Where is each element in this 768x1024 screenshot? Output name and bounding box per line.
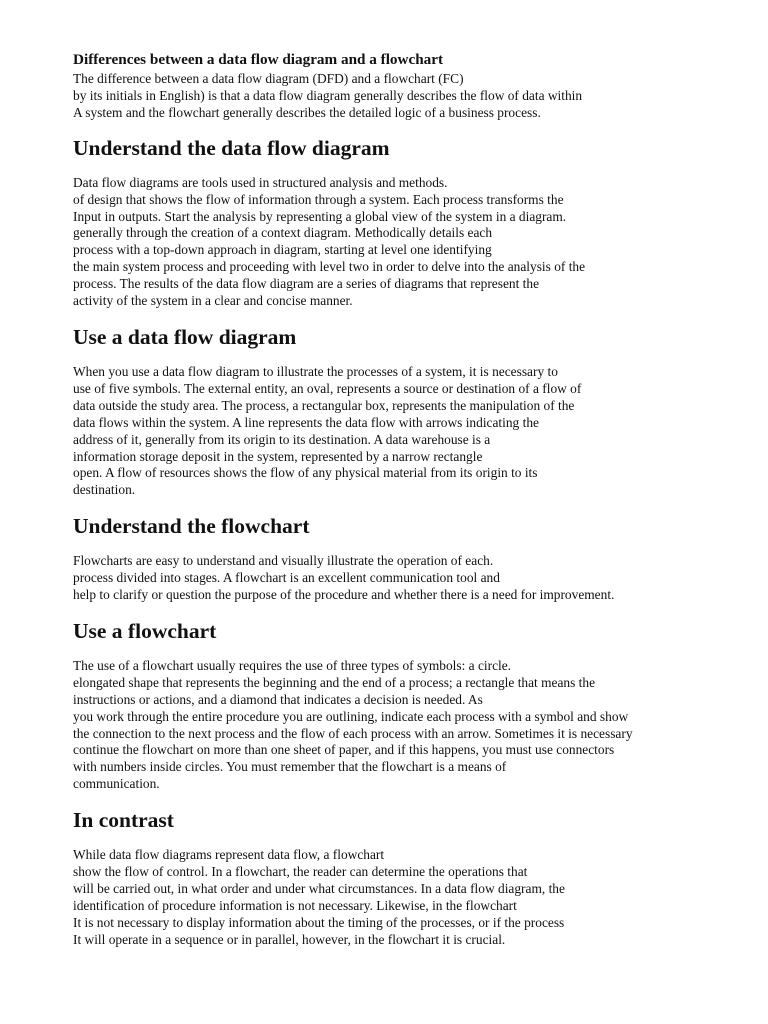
section-paragraph	[73, 847, 748, 948]
paragraph-line: will be carried out, in what order and under what circumstances. In a data flow diagram, the	[73, 881, 565, 896]
paragraph-line: Input in outputs. Start the analysis by representing a global view of the system in a diagram.	[73, 208, 567, 224]
intro-paragraph	[73, 71, 748, 122]
section-heading: Understand the flowchart	[73, 514, 310, 539]
paragraph-line: use of five symbols. The external entity, an oval, represents a source or destination of a flow of	[73, 380, 582, 396]
section-use-dfd	[73, 324, 748, 499]
paragraph-line: the main system process and proceeding with level two in order to delve into the analysis of the	[73, 259, 586, 275]
paragraph-line: identification of procedure information is not necessary. Likewise, in the flowchart	[73, 897, 517, 913]
paragraph-line: Flowcharts are easy to understand and visually illustrate the operation of each.	[73, 553, 494, 569]
paragraph-line: While data flow diagrams represent data flow, a flowchart	[73, 847, 385, 863]
paragraph-line: data outside the study area. The process, a rectangular box, represents the manipulation of the	[73, 397, 575, 413]
section-paragraph	[73, 364, 748, 499]
document-title: Differences between a data flow diagram and a flowchart	[73, 51, 444, 68]
paragraph-line: generally through the creation of a context diagram. Methodically details each	[73, 225, 493, 241]
section-heading: Understand the data flow diagram	[73, 135, 390, 160]
intro-block	[73, 50, 748, 122]
paragraph-line: with numbers inside circles. You must remember that the flowchart is a means of	[73, 759, 507, 775]
section-heading: Use a data flow diagram	[73, 324, 297, 349]
section-heading: Use a flowchart	[73, 618, 217, 643]
paragraph-line: open. A flow of resources shows the flow of any physical material from its origin to its	[73, 465, 538, 481]
section-understand-dfd	[73, 135, 748, 310]
section-use-flowchart	[73, 618, 748, 793]
paragraph-line: instructions or actions, and a diamond that indicates a decision is needed. As	[73, 691, 483, 707]
paragraph-line: of design that shows the flow of information through a system. Each process transforms the	[73, 191, 564, 207]
section-paragraph	[73, 175, 748, 310]
paragraph-line: show the flow of control. In a flowchart, the reader can determine the operations that	[73, 864, 528, 880]
section-paragraph	[73, 553, 748, 604]
intro-line: A system and the flowchart generally describes the detailed logic of a business process.	[73, 104, 541, 120]
paragraph-line: Data flow diagrams are tools used in structured analysis and methods.	[73, 174, 448, 190]
paragraph-line: continue the flowchart on more than one sheet of paper, and if this happens, you must use connectors	[73, 742, 615, 758]
section-in-contrast	[73, 807, 748, 948]
paragraph-line: The use of a flowchart usually requires the use of three types of symbols: a circle.	[73, 657, 512, 673]
intro-line: The difference between a data flow diagram (DFD) and a flowchart (FC)	[73, 71, 464, 86]
section-understand-flowchart	[73, 513, 748, 604]
paragraph-line: information storage deposit in the system, represented by a narrow rectangle	[73, 448, 483, 464]
paragraph-line: destination.	[73, 482, 136, 498]
paragraph-line: data flows within the system. A line represents the data flow with arrows indicating the	[73, 414, 539, 430]
section-paragraph	[73, 658, 748, 793]
paragraph-line: When you use a data flow diagram to illustrate the processes of a system, it is necessary to	[73, 363, 558, 379]
paragraph-line: process divided into stages. A flowchart is an excellent communication tool and	[73, 570, 500, 586]
paragraph-line: process. The results of the data flow diagram are a series of diagrams that represent the	[73, 276, 540, 292]
paragraph-line: address of it, generally from its origin to its destination. A data warehouse is a	[73, 431, 491, 447]
paragraph-line: process with a top-down approach in diagram, starting at level one identifying	[73, 242, 492, 258]
paragraph-line: help to clarify or question the purpose of the procedure and whether there is a need for improvement.	[73, 587, 615, 603]
paragraph-line: It is not necessary to display information about the timing of the processes, or if the process	[73, 914, 565, 930]
section-heading: In contrast	[73, 808, 174, 833]
paragraph-line: elongated shape that represents the beginning and the end of a process; a rectangle that means the	[73, 674, 596, 690]
paragraph-line: communication.	[73, 776, 160, 792]
intro-line: by its initials in English) is that a data flow diagram generally describes the flow of data within	[73, 87, 583, 103]
paragraph-line: the connection to the next process and the flow of each process with an arrow. Sometimes it is necessary	[73, 725, 633, 741]
paragraph-line: It will operate in a sequence or in parallel, however, in the flowchart it is crucial.	[73, 931, 506, 947]
paragraph-line: you work through the entire procedure you are outlining, indicate each process with a symbol and show	[73, 708, 629, 724]
paragraph-line: activity of the system in a clear and concise manner.	[73, 293, 353, 309]
